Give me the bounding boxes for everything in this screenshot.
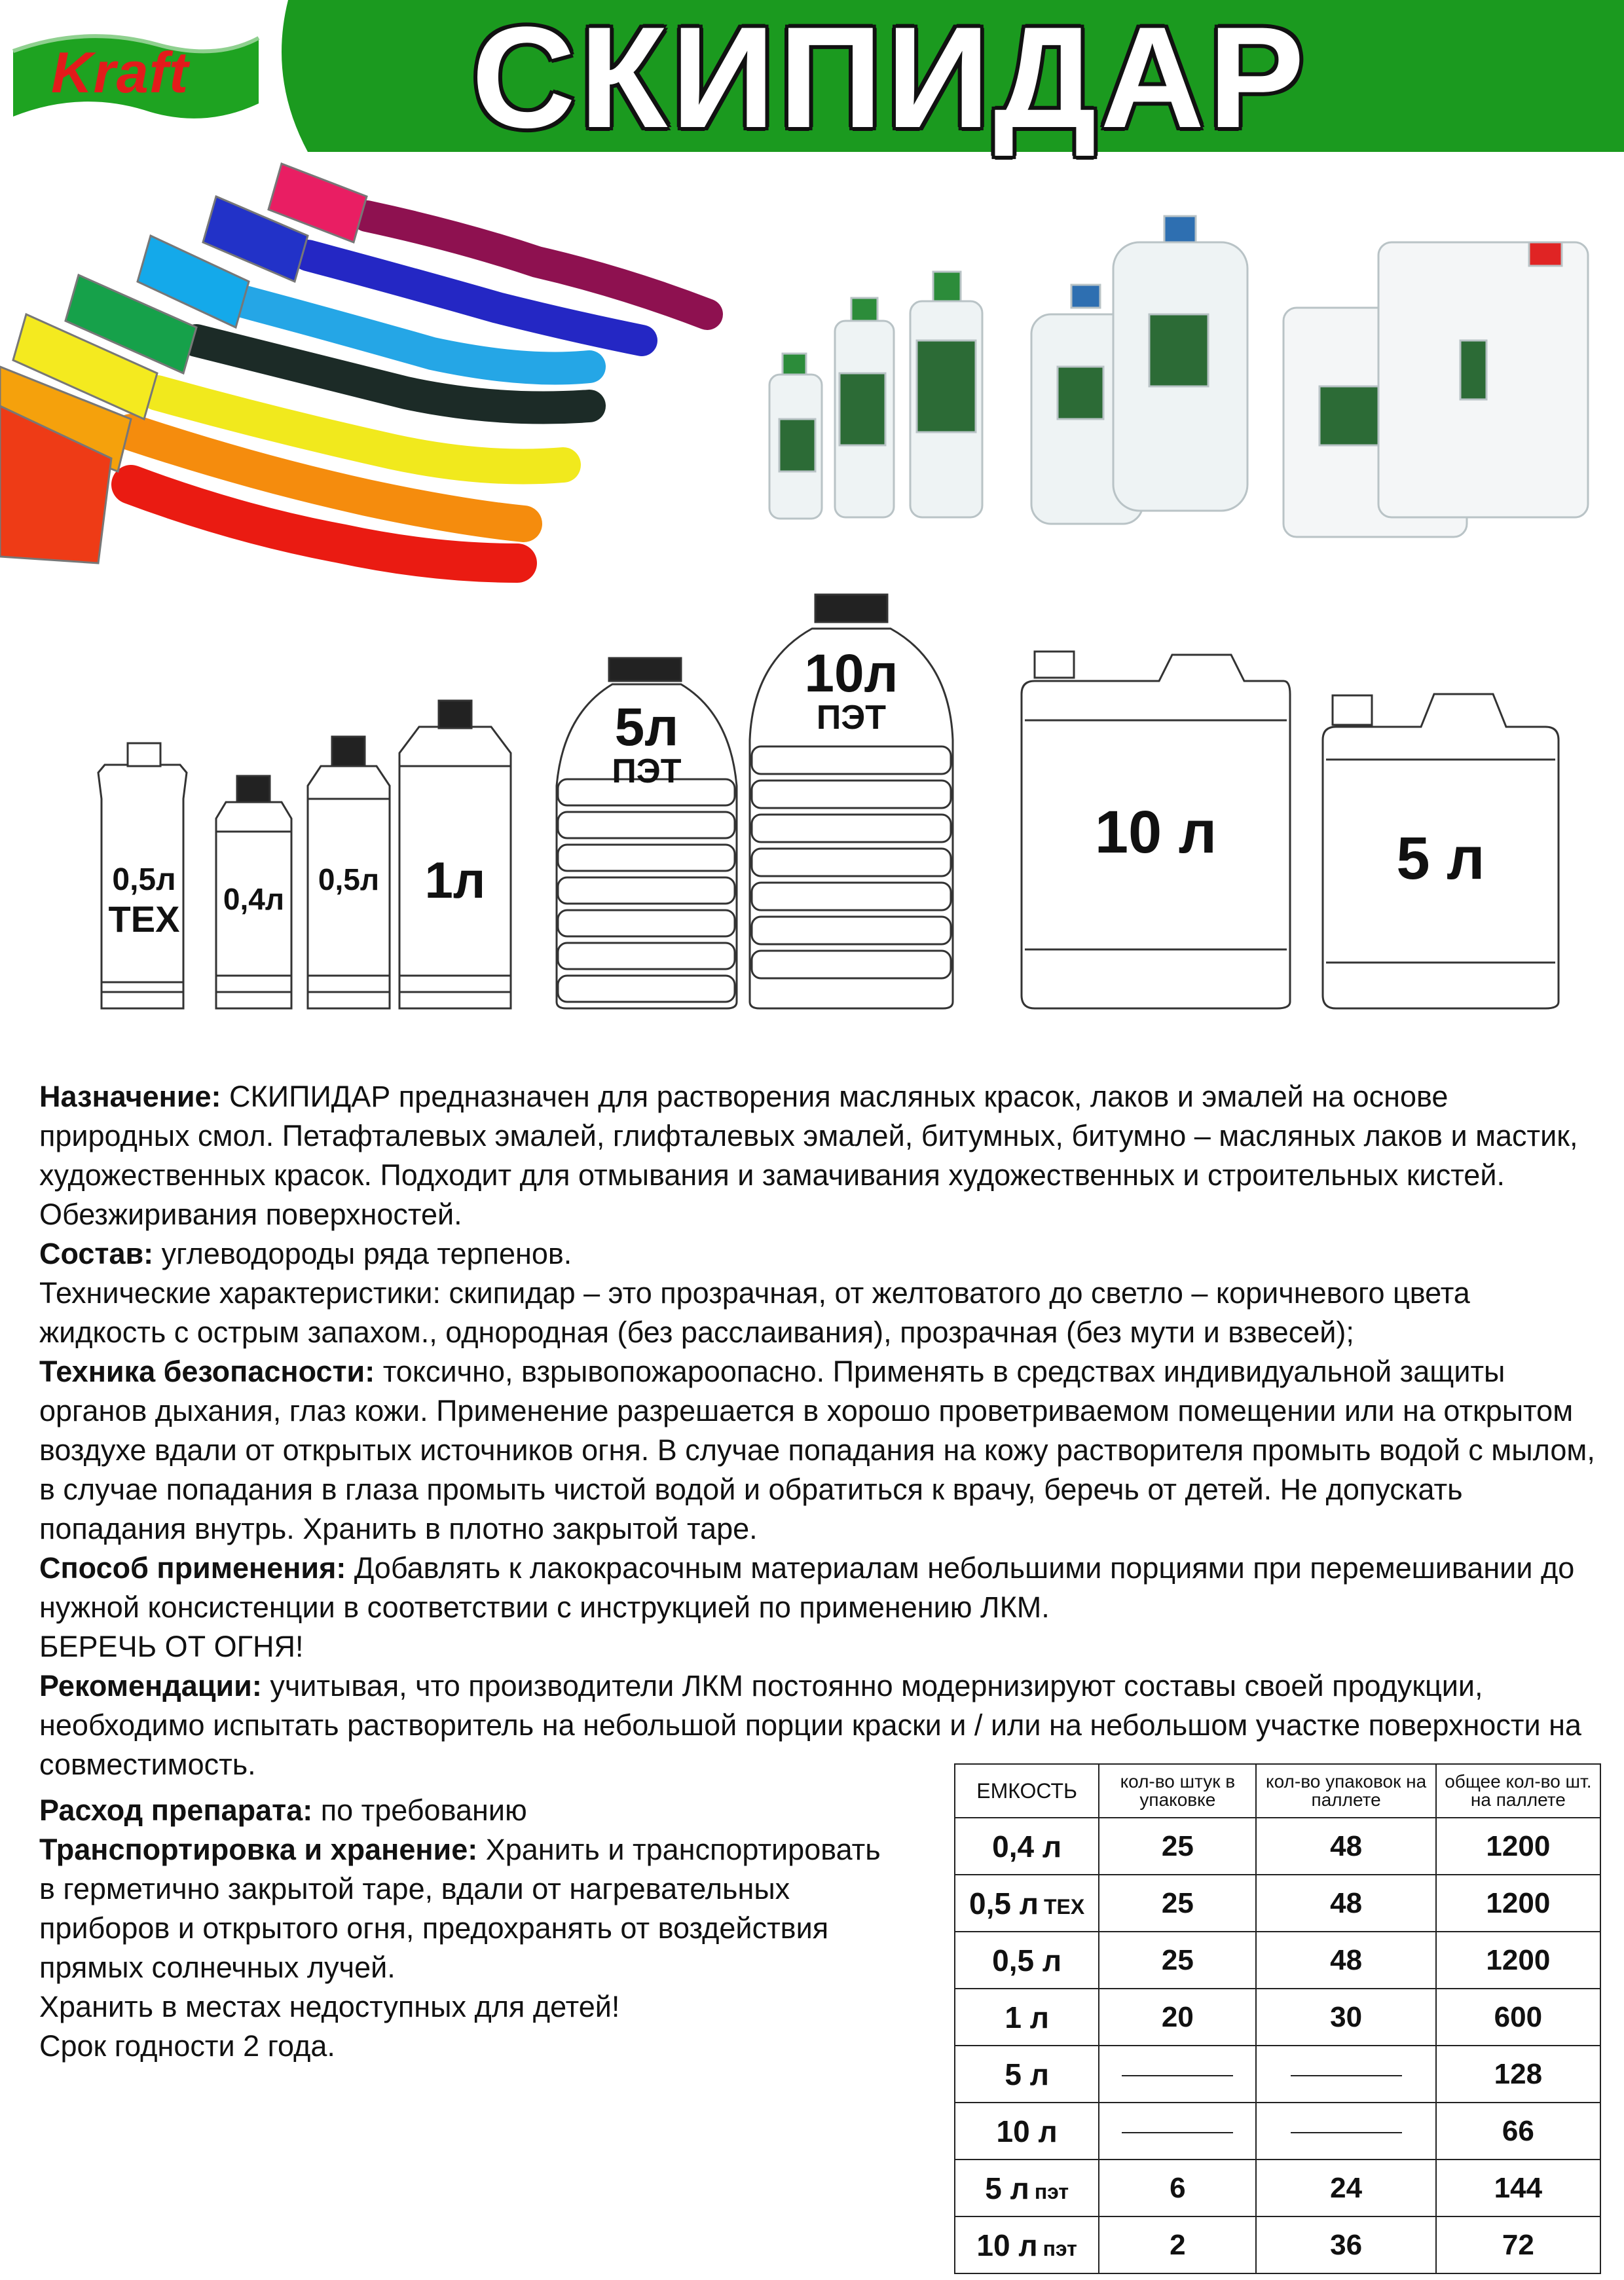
- packs-cell: [1256, 2103, 1435, 2160]
- children-warning: Хранить в местах недоступных для детей!: [39, 1990, 620, 2023]
- header-capacity: ЕМКОСТЬ: [955, 1764, 1099, 1818]
- capacity-suffix: пэт: [1034, 2179, 1069, 2203]
- capacity-value: 5 л: [985, 2171, 1029, 2205]
- container-label-10-canister: 10 л: [1094, 799, 1217, 866]
- paint-tubes-image: [0, 164, 707, 563]
- table-row: [955, 1875, 1600, 1932]
- pcs-cell: 2: [1099, 2216, 1256, 2273]
- pcs-cell: 25: [1099, 1932, 1256, 1989]
- header-banner: [0, 0, 1624, 158]
- table-row: [955, 1818, 1600, 1875]
- total-cell: 1200: [1436, 1818, 1600, 1875]
- table-row: [955, 2216, 1600, 2273]
- pcs-cell: [1099, 2046, 1256, 2103]
- header-pcs-per-pack: кол-во штук в упаковке: [1099, 1764, 1256, 1818]
- pcs-cell: 25: [1099, 1875, 1256, 1932]
- total-cell: 144: [1436, 2160, 1600, 2216]
- capacity-value: 5 л: [1005, 2057, 1049, 2091]
- packing-table: [954, 1763, 1601, 2274]
- capacity-cell: [955, 2160, 1099, 2216]
- transport-paragraph: Транспортировка и хранение: Хранить и транспортировать в герметично закрытой таре, вдали от нагревательных приборов и открытого огня, предохранять от воздействия прямых солнечных лучей.: [39, 1833, 881, 1984]
- capacity-cell: [955, 1875, 1099, 1932]
- total-cell: 66: [1436, 2103, 1600, 2160]
- usage-paragraph: Способ применения: Добавлять к лакокрасочным материалам небольшими порциями при перемешивании до нужной консистенции в соответствии с инструкцией по применению ЛКМ.: [39, 1551, 1575, 1624]
- empty-dash: [1122, 2132, 1233, 2133]
- purpose-paragraph: Назначение: СКИПИДАР предназначен для растворения масляных красок, лаков и эмалей на основе природных смол. Петафталевых эмалей, глифталевых эмалей, битумных, битумно – масляных лаков и мастик, художественных красок. Подходит для отмывания и замачивания художественных и строительных кистей. Обезжиривания поверхностей.: [39, 1080, 1578, 1231]
- empty-dash: [1122, 2075, 1233, 2076]
- total-cell: 128: [1436, 2046, 1600, 2103]
- pcs-cell: [1099, 2103, 1256, 2160]
- container-label-1: 1л: [424, 851, 486, 909]
- composition-paragraph: Состав: углеводороды ряда терпенов.: [39, 1237, 572, 1270]
- recommend-paragraph: Рекомендации: учитывая, что производители ЛКМ постоянно модернизируют составы своей продукции, необходимо испытать растворитель на небольшой порции краски и / или на небольшом участке поверхности на совместимость.: [39, 1669, 1581, 1781]
- capacity-value: 10 л: [996, 2114, 1058, 2148]
- capacity-suffix: пэт: [1043, 2236, 1077, 2260]
- total-cell: 1200: [1436, 1875, 1600, 1932]
- container-label-04: 0,4л: [223, 882, 285, 916]
- container-label-05-tech: 0,5л ТЕХ: [108, 862, 180, 940]
- table-header-row: [955, 1764, 1600, 1818]
- fire-warning: БЕРЕЧЬ ОТ ОГНЯ!: [39, 1630, 304, 1663]
- packs-cell: 48: [1256, 1932, 1435, 1989]
- capacity-cell: [955, 2216, 1099, 2273]
- table-row: [955, 2046, 1600, 2103]
- capacity-cell: [955, 1818, 1099, 1875]
- packs-cell: 48: [1256, 1818, 1435, 1875]
- capacity-value: 10 л: [976, 2228, 1038, 2262]
- container-label-10-pet: 10л ПЭТ: [804, 644, 898, 737]
- header-packs-per-pallet: кол-во упаковок на паллете: [1256, 1764, 1435, 1818]
- packs-cell: 30: [1256, 1989, 1435, 2046]
- empty-dash: [1291, 2075, 1402, 2076]
- consumption-paragraph: Расход препарата: по требованию: [39, 1793, 527, 1827]
- packs-cell: 48: [1256, 1875, 1435, 1932]
- packs-cell: [1256, 2046, 1435, 2103]
- capacity-cell: [955, 2103, 1099, 2160]
- table-row: [955, 2103, 1600, 2160]
- container-label-05: 0,5л: [318, 862, 380, 896]
- shelf-life: Срок годности 2 года.: [39, 2029, 335, 2063]
- pcs-cell: 20: [1099, 1989, 1256, 2046]
- tech-paragraph: Технические характеристики: скипидар – это прозрачная, от желтоватого до светло – коричневого цвета жидкость с острым запахом., однородная (без расслаивания), прозрачная (без мути и взвесей);: [39, 1276, 1470, 1349]
- total-cell: 1200: [1436, 1932, 1600, 1989]
- brand-logo-text: Kraft: [51, 40, 189, 105]
- pcs-cell: 6: [1099, 2160, 1256, 2216]
- safety-paragraph: Техника безопасности: токсично, взрывопожароопасно. Применять в средствах индивидуальной защиты органов дыхания, глаз кожи. Применение разрешается в хорошо проветриваемом помещении или на открытом воздухе вдали от открытых источников огня. В случае попадания на кожу растворителя промыть водой с мылом, в случае попадания в глаза промыть чистой водой и обратиться к врачу, беречь от детей. Не допускать попадания внутрь. Хранить в плотно закрытой таре.: [39, 1355, 1595, 1545]
- capacity-cell: [955, 1932, 1099, 1989]
- packs-cell: 24: [1256, 2160, 1435, 2216]
- table-row: [955, 2160, 1600, 2216]
- pcs-cell: 25: [1099, 1818, 1256, 1875]
- page-title: СКИПИДАР: [471, 0, 1308, 158]
- empty-dash: [1291, 2132, 1402, 2133]
- capacity-suffix: ТЕХ: [1044, 1894, 1085, 1919]
- packs-cell: 36: [1256, 2216, 1435, 2273]
- product-bottles-photo: [769, 216, 1588, 537]
- header-total-per-pallet: общее кол-во шт. на паллете: [1436, 1764, 1600, 1818]
- capacity-value: 0,5 л: [969, 1886, 1039, 1921]
- capacity-cell: [955, 2046, 1099, 2103]
- capacity-cell: [955, 1989, 1099, 2046]
- capacity-value: 0,5 л: [992, 1943, 1062, 1977]
- capacity-value: 0,4 л: [992, 1829, 1062, 1864]
- table-row: [955, 1932, 1600, 1989]
- total-cell: 600: [1436, 1989, 1600, 2046]
- capacity-value: 1 л: [1005, 2000, 1049, 2034]
- container-label-5-pet: 5л ПЭТ: [612, 697, 682, 790]
- table-row: [955, 1989, 1600, 2046]
- total-cell: 72: [1436, 2216, 1600, 2273]
- container-label-5-canister: 5 л: [1396, 825, 1485, 892]
